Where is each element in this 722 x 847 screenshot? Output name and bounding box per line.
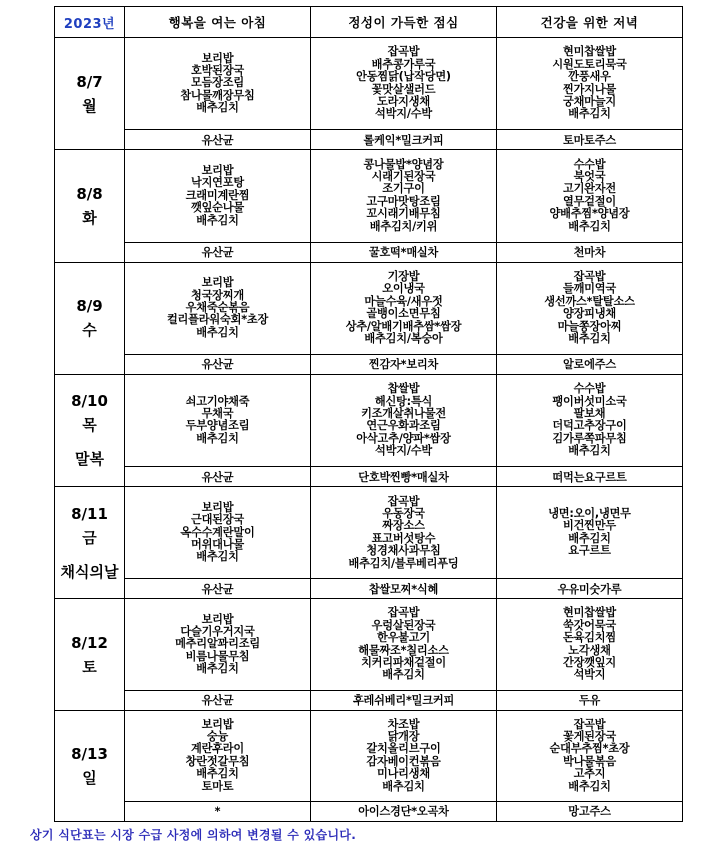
menu-item: 꼬시래기배무침 bbox=[366, 207, 441, 221]
menu-item: 쇠고기야채죽 bbox=[185, 394, 250, 408]
menu-item: 쑥갓어묵국 bbox=[562, 618, 617, 632]
menu-item: 무채국 bbox=[201, 407, 234, 421]
snack-item: 유산균 bbox=[125, 354, 311, 374]
menu-item: 잡곡밥 bbox=[387, 606, 420, 620]
lunch-header: 정성이 가득한 점심 bbox=[311, 7, 497, 38]
menu-item: 우동장국 bbox=[382, 506, 425, 520]
menu-item: 찐가지나물 bbox=[562, 82, 617, 96]
menu-item: 비름나물무침 bbox=[185, 649, 250, 663]
snack-row bbox=[55, 467, 683, 487]
day-weekday: 일 bbox=[82, 768, 97, 787]
snack-row bbox=[55, 801, 683, 821]
menu-item: 생선까스*탈탈소스 bbox=[544, 294, 635, 308]
menu-item: 배추김치 bbox=[196, 662, 239, 676]
menu-item: 배추김치 bbox=[568, 531, 611, 545]
snack-item: 유산균 bbox=[125, 690, 311, 710]
menu-item: 궁채마늘지 bbox=[562, 95, 617, 109]
menu-item: 배추김치 bbox=[196, 431, 239, 445]
lunch-menu bbox=[311, 262, 497, 354]
snack-item: 우유미숫가루 bbox=[497, 579, 683, 599]
menu-item: 참나물깨장무침 bbox=[180, 88, 255, 102]
menu-item: 잡곡밥 bbox=[573, 717, 606, 731]
dinner-menu bbox=[497, 599, 683, 690]
day-date: 8/8 bbox=[76, 184, 103, 203]
menu-item: 배추김치 bbox=[568, 331, 611, 345]
menu-item: 우채죽순볶음 bbox=[185, 300, 250, 314]
menu-item: 조기구이 bbox=[382, 182, 425, 196]
menu-item: 보리밥 bbox=[201, 717, 234, 731]
menu-item: 잡곡밥 bbox=[387, 45, 420, 59]
menu-item: 보리밥 bbox=[201, 612, 234, 626]
snack-row bbox=[55, 690, 683, 710]
menu-item: 청국장찌개 bbox=[190, 288, 245, 302]
breakfast-menu bbox=[125, 38, 311, 130]
menu-item: 키조개살취나물전 bbox=[361, 407, 446, 421]
day-weekday: 수 bbox=[82, 321, 97, 340]
menu-item: 배추김치 bbox=[568, 444, 611, 458]
day-row bbox=[55, 262, 683, 354]
snack-row bbox=[55, 579, 683, 599]
snack-row bbox=[55, 130, 683, 150]
day-cell bbox=[55, 150, 125, 262]
menu-item: 깻잎순나물 bbox=[190, 201, 245, 215]
dinner-menu bbox=[497, 710, 683, 801]
menu-item: 박나물볶음 bbox=[562, 754, 617, 768]
menu-item: 호박된장국 bbox=[190, 64, 245, 77]
year-header: 2023년 bbox=[55, 7, 125, 38]
menu-item: 양장피냉채 bbox=[562, 307, 617, 321]
lunch-menu bbox=[311, 710, 497, 801]
menu-item: 치커리파채겉절이 bbox=[361, 655, 446, 669]
snack-item: 천마차 bbox=[497, 242, 683, 262]
lunch-menu bbox=[311, 374, 497, 466]
menu-item: 현미찹쌀밥 bbox=[562, 45, 617, 59]
day-weekday: 목 bbox=[82, 416, 97, 435]
menu-item: 마늘쫑장아찌 bbox=[557, 319, 622, 333]
snack-item: 유산균 bbox=[125, 130, 311, 150]
snack-item: 알로에주스 bbox=[497, 354, 683, 374]
menu-item: 고구마맛탕조림 bbox=[366, 194, 441, 208]
snack-row bbox=[55, 354, 683, 374]
menu-item: 청경채사과무침 bbox=[366, 544, 441, 558]
menu-item: 배추김치/블루베리푸딩 bbox=[348, 556, 459, 570]
dinner-menu bbox=[497, 262, 683, 354]
menu-item: 우렁살된장국 bbox=[371, 618, 436, 632]
day-date: 8/11 bbox=[71, 504, 108, 523]
day-weekday: 토 bbox=[82, 657, 97, 676]
menu-item: 근대된장국 bbox=[190, 513, 245, 527]
menu-item: 오이냉국 bbox=[382, 282, 425, 296]
menu-item: 배추김치 bbox=[196, 550, 239, 564]
day-note: 채식의날 bbox=[60, 562, 119, 581]
menu-item: 현미찹쌀밥 bbox=[562, 606, 617, 620]
menu-item: 열무겉절이 bbox=[562, 194, 617, 208]
snack-item: 떠먹는요구르트 bbox=[497, 467, 683, 487]
menu-item: 보리밥 bbox=[201, 500, 234, 514]
snack-item: 후레쉬베리*밀크커피 bbox=[311, 690, 497, 710]
snack-item: 유산균 bbox=[125, 467, 311, 487]
menu-item: 토마토 bbox=[201, 779, 234, 793]
day-weekday: 화 bbox=[82, 208, 97, 227]
menu-item: 찹쌀밥 bbox=[387, 382, 420, 396]
breakfast-menu bbox=[125, 710, 311, 801]
day-note: 말복 bbox=[75, 450, 104, 469]
header-row bbox=[55, 7, 683, 38]
menu-item: 더덕고추장구이 bbox=[552, 419, 627, 433]
menu-item: 계란후라이 bbox=[190, 742, 245, 756]
day-cell bbox=[55, 487, 125, 599]
menu-item: 시래기된장국 bbox=[371, 170, 436, 184]
menu-item: 해물짜조*칠리소스 bbox=[358, 643, 449, 657]
menu-item: 콩나물밥*양념장 bbox=[363, 157, 444, 171]
menu-item: 잡곡밥 bbox=[573, 269, 606, 283]
menu-item: 보리밥 bbox=[201, 51, 234, 65]
menu-item: 간장깻잎지 bbox=[562, 655, 617, 669]
snack-item: 찐감자*보리차 bbox=[311, 354, 497, 374]
lunch-menu bbox=[311, 599, 497, 690]
snack-row bbox=[55, 242, 683, 262]
menu-item: 배추김치/복숭아 bbox=[364, 331, 443, 345]
snack-item: 아이스경단*오곡차 bbox=[311, 801, 497, 821]
menu-item: 수수밥 bbox=[573, 382, 606, 396]
menu-item: 배추김치 bbox=[382, 668, 425, 682]
menu-item: 냉면:오이,냉면무 bbox=[548, 506, 631, 520]
menu-item: 꽃맛살샐러드 bbox=[371, 82, 436, 96]
menu-item: 고기완자전 bbox=[562, 182, 617, 196]
menu-item: 수수밥 bbox=[573, 157, 606, 171]
menu-item: 해신탕:특식 bbox=[374, 394, 433, 408]
menu-item: 골뱅이소면무침 bbox=[366, 307, 441, 321]
menu-item: 보리밥 bbox=[201, 163, 234, 177]
menu-item: 잡곡밥 bbox=[387, 494, 420, 508]
menu-item: 표고버섯탕수 bbox=[371, 531, 436, 545]
menu-item: 컬리플라워숙회*초장 bbox=[166, 313, 269, 327]
snack-item: * bbox=[125, 801, 311, 821]
snack-item: 롤케익*밀크커피 bbox=[311, 130, 497, 150]
breakfast-header: 행복을 여는 아침 bbox=[125, 7, 311, 38]
menu-item: 숭늉 bbox=[206, 729, 229, 743]
menu-item: 보리밥 bbox=[201, 276, 234, 290]
breakfast-menu bbox=[125, 150, 311, 242]
day-row bbox=[55, 710, 683, 801]
snack-item: 찹쌀모찌*식혜 bbox=[311, 579, 497, 599]
menu-item: 꽃게된장국 bbox=[562, 729, 617, 743]
day-date: 8/10 bbox=[71, 392, 108, 411]
breakfast-menu bbox=[125, 262, 311, 354]
lunch-menu bbox=[311, 150, 497, 242]
menu-item: 한우불고기 bbox=[376, 631, 431, 645]
footer-note: 상기 식단표는 시장 수급 사정에 의하여 변경될 수 있습니다. bbox=[30, 828, 357, 842]
menu-item: 김가루쪽파무침 bbox=[552, 431, 627, 445]
menu-item: 순대부추찜*초장 bbox=[549, 742, 630, 756]
menu-item: 배추김치 bbox=[568, 107, 611, 121]
dinner-menu bbox=[497, 150, 683, 242]
menu-item: 배추김치 bbox=[382, 779, 425, 793]
snack-item: 망고주스 bbox=[497, 801, 683, 821]
menu-item: 마늘수육/새우젓 bbox=[364, 294, 443, 308]
day-date: 8/9 bbox=[76, 297, 103, 316]
day-row bbox=[55, 38, 683, 130]
menu-item: 석박지 bbox=[573, 668, 606, 682]
breakfast-menu bbox=[125, 487, 311, 579]
day-row bbox=[55, 150, 683, 242]
day-row bbox=[55, 374, 683, 466]
menu-item: 크래미계란찜 bbox=[185, 188, 250, 202]
menu-item: 상추/알배기배추쌈*쌈장 bbox=[345, 319, 462, 333]
day-cell bbox=[55, 262, 125, 374]
menu-item: 머위대나물 bbox=[190, 537, 245, 551]
menu-item: 다슬기우거지국 bbox=[180, 624, 255, 638]
lunch-menu bbox=[311, 38, 497, 130]
menu-item: 배추김치 bbox=[568, 219, 611, 233]
menu-item: 팽이버섯미소국 bbox=[552, 394, 627, 408]
day-cell bbox=[55, 38, 125, 150]
menu-item: 배추김치 bbox=[196, 767, 239, 781]
menu-item: 갈치올리브구이 bbox=[366, 742, 441, 756]
menu-item: 시원도토리묵국 bbox=[552, 57, 627, 71]
menu-item: 미나리생채 bbox=[376, 767, 431, 781]
day-row bbox=[55, 487, 683, 579]
breakfast-menu bbox=[125, 599, 311, 690]
menu-item: 노각생채 bbox=[568, 643, 611, 657]
menu-item: 요구르트 bbox=[568, 544, 611, 558]
menu-item: 닭개장 bbox=[387, 729, 420, 743]
menu-item: 북엇국 bbox=[573, 170, 606, 184]
menu-item: 기장밥 bbox=[387, 269, 420, 283]
menu-item: 고추지 bbox=[573, 767, 606, 781]
snack-item: 유산균 bbox=[125, 579, 311, 599]
snack-item: 두유 bbox=[497, 690, 683, 710]
menu-item: 옥수수계란말이 bbox=[180, 525, 255, 539]
menu-item: 배추김치 bbox=[196, 325, 239, 339]
day-cell bbox=[55, 374, 125, 486]
menu-item: 안동찜닭(납작당면) bbox=[356, 70, 451, 84]
menu-table bbox=[54, 6, 683, 822]
dinner-menu bbox=[497, 487, 683, 579]
menu-item: 두부양념조림 bbox=[185, 419, 250, 433]
snack-item: 유산균 bbox=[125, 242, 311, 262]
menu-item: 들깨미역국 bbox=[562, 282, 617, 296]
menu-item: 도라지생채 bbox=[376, 95, 431, 109]
day-date: 8/7 bbox=[76, 72, 103, 91]
day-cell bbox=[55, 710, 125, 821]
menu-item: 짜장소스 bbox=[382, 519, 425, 533]
menu-item: 석박지/수박 bbox=[375, 107, 432, 121]
day-date: 8/12 bbox=[71, 633, 108, 652]
day-row bbox=[55, 599, 683, 690]
menu-item: 아삭고추/양파*쌈장 bbox=[356, 431, 451, 445]
menu-item: 배추콩가루국 bbox=[371, 57, 436, 71]
menu-item: 차조밥 bbox=[387, 717, 420, 731]
breakfast-menu bbox=[125, 374, 311, 466]
menu-item: 양배추찜*양념장 bbox=[549, 207, 630, 221]
menu-item: 비건찐만두 bbox=[562, 519, 617, 533]
menu-item: 돈육김치찜 bbox=[562, 631, 617, 645]
menu-item: 배추김치 bbox=[568, 779, 611, 793]
menu-item: 감자베이컨볶음 bbox=[366, 754, 441, 768]
menu-item: 배추김치 bbox=[196, 101, 239, 115]
dinner-menu bbox=[497, 38, 683, 130]
dinner-header: 건강을 위한 저녁 bbox=[497, 7, 683, 38]
menu-item: 낙지연포탕 bbox=[190, 176, 245, 190]
dinner-menu bbox=[497, 374, 683, 466]
day-weekday: 금 bbox=[82, 528, 97, 547]
snack-item: 토마토주스 bbox=[497, 130, 683, 150]
day-weekday: 월 bbox=[82, 96, 97, 115]
menu-item: 석박지/수박 bbox=[375, 444, 432, 458]
lunch-menu bbox=[311, 487, 497, 579]
snack-item: 단호박찐빵*매실차 bbox=[311, 467, 497, 487]
snack-item: 꿀호떡*매실차 bbox=[311, 242, 497, 262]
menu-item: 배추김치/키위 bbox=[369, 219, 438, 233]
menu-item: 연근우화과조림 bbox=[366, 419, 441, 433]
day-cell bbox=[55, 599, 125, 710]
menu-item: 배추김치 bbox=[196, 213, 239, 227]
menu-item: 깐풍새우 bbox=[568, 70, 611, 84]
day-date: 8/13 bbox=[71, 744, 108, 763]
menu-item: 팔보채 bbox=[573, 407, 606, 421]
menu-item: 메추리알꽈리조림 bbox=[175, 637, 260, 651]
menu-item: 모듬장조림 bbox=[190, 76, 245, 90]
menu-item: 창란젓갈무침 bbox=[185, 754, 250, 768]
